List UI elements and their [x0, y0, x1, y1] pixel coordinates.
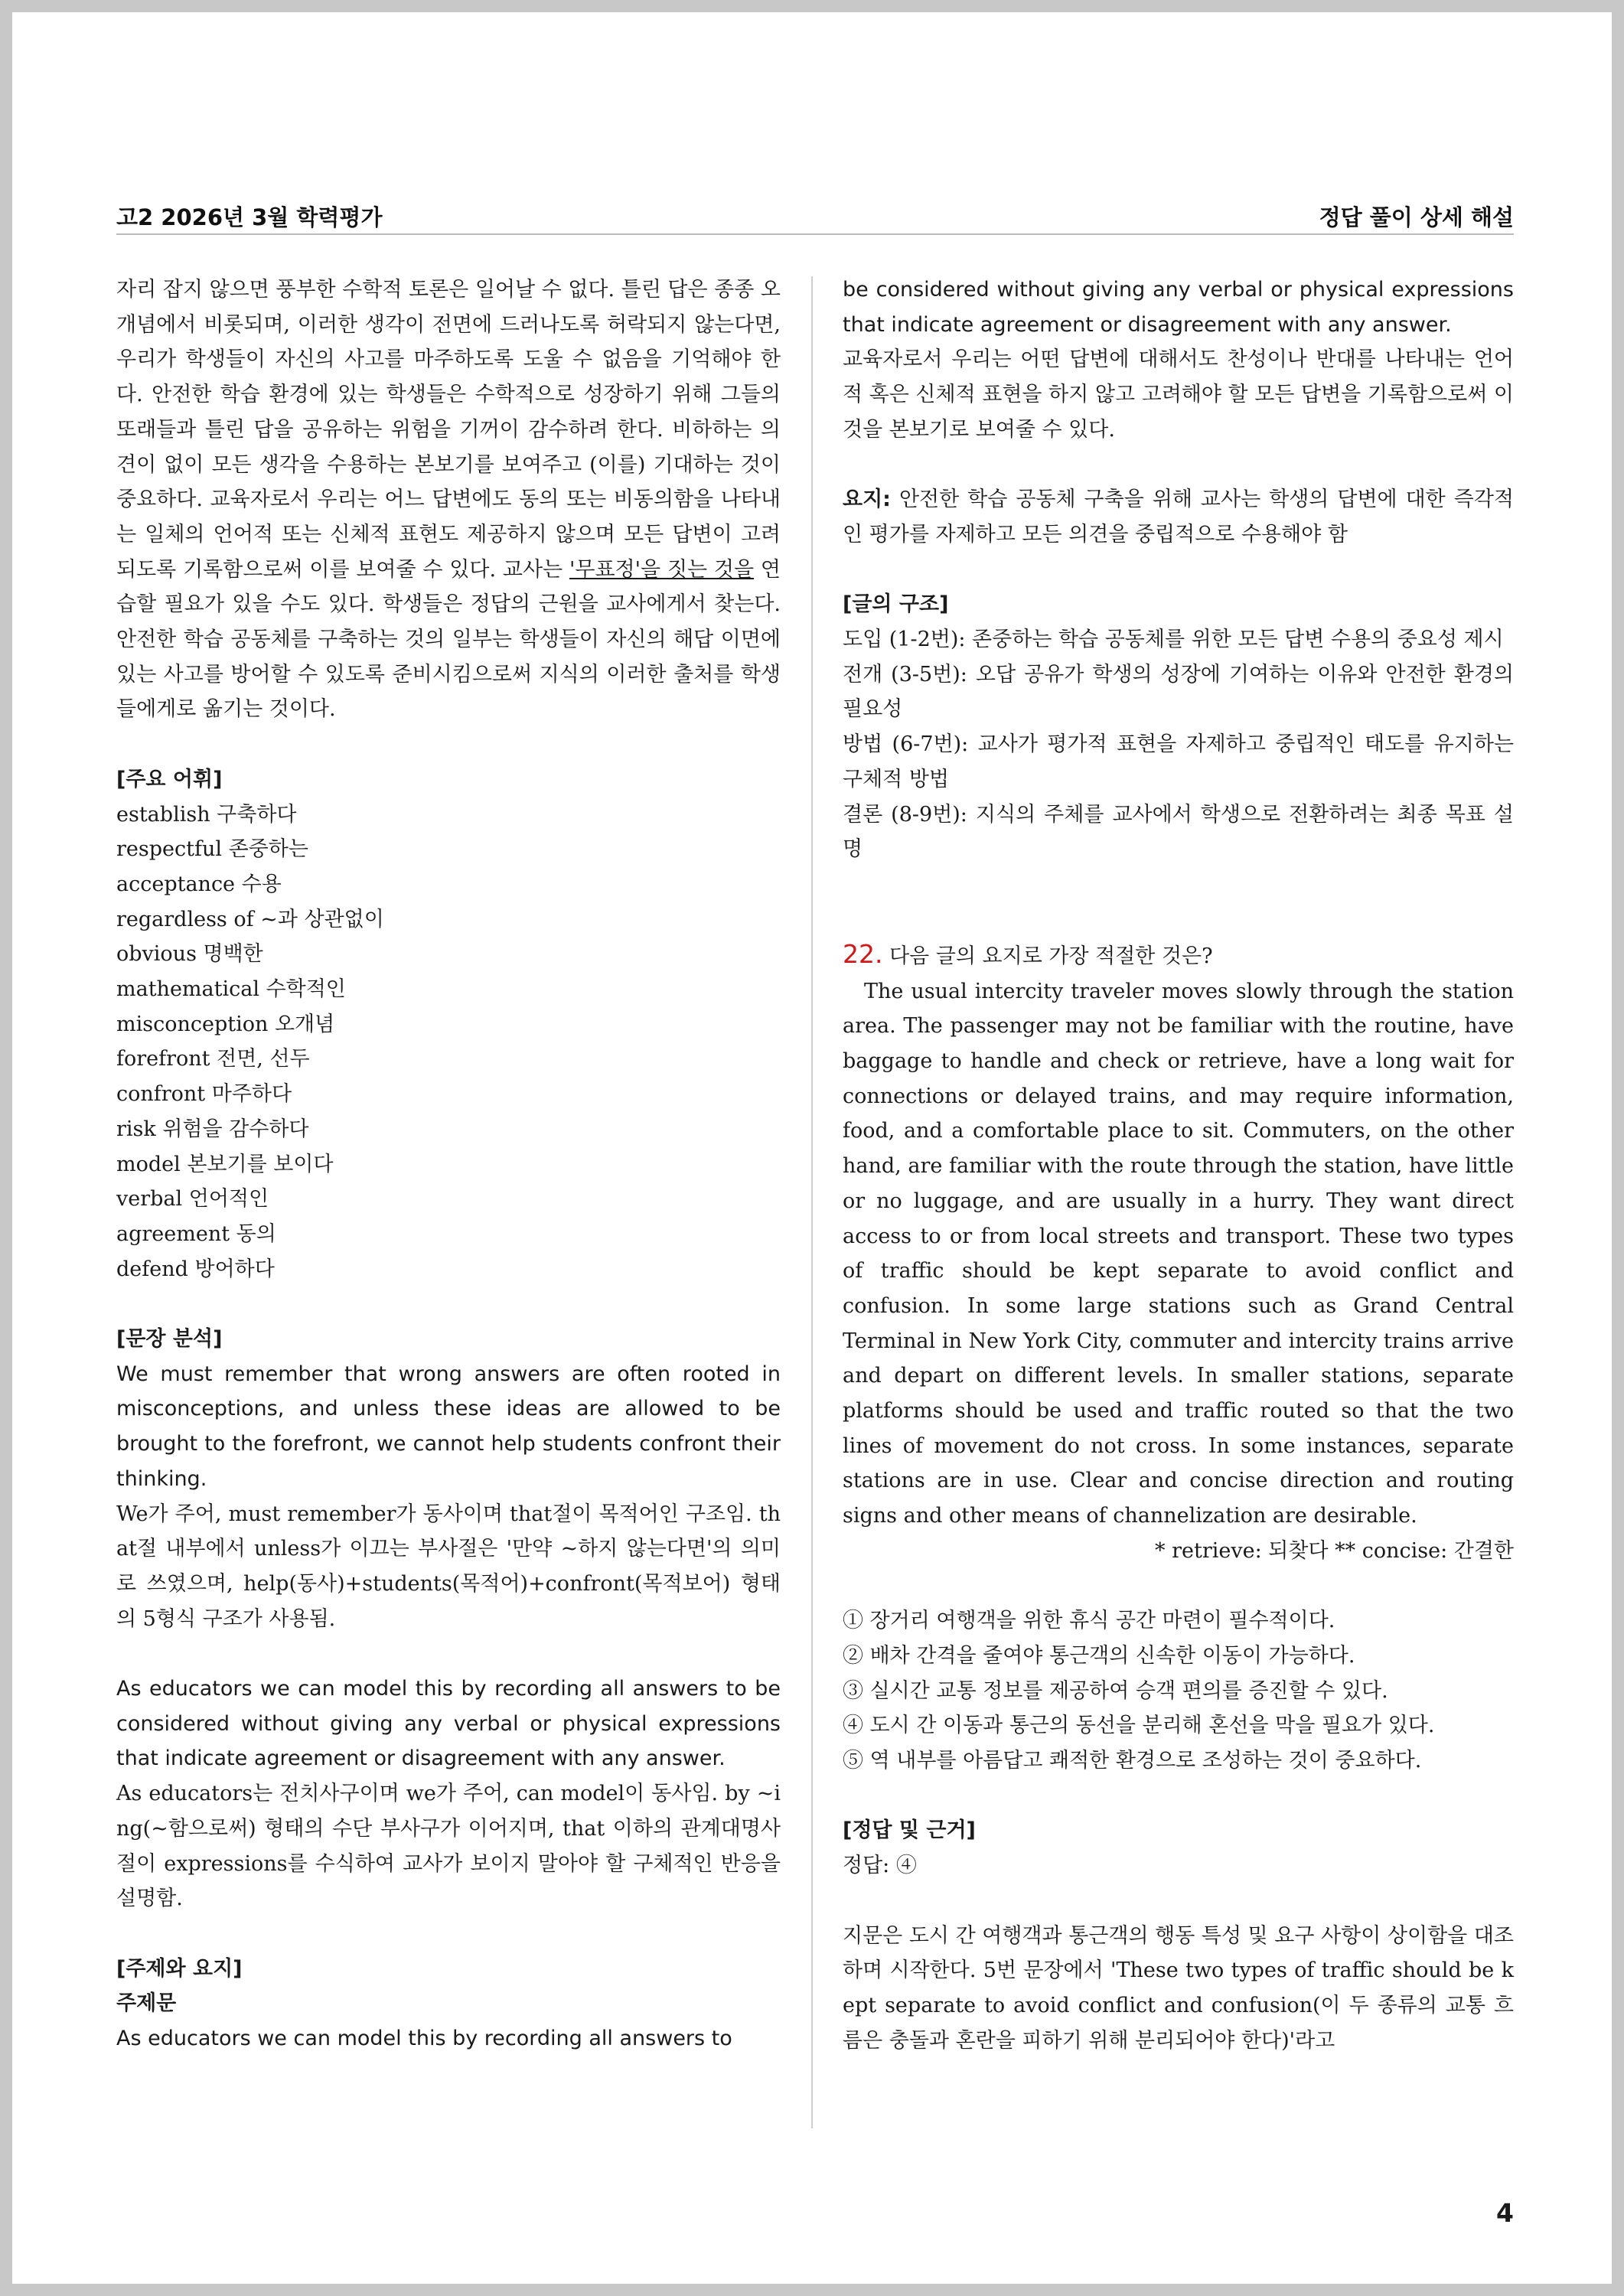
topic-sentence-continued: be considered without giving any verbal or physical expressions that indicate agreement or disagreement with any answer.: [843, 278, 1514, 337]
theme-heading: [주제와 요지]: [116, 1956, 243, 1981]
vocab-item: defend 방어하다: [116, 1257, 275, 1281]
structure-heading: [글의 구조]: [843, 592, 949, 617]
right-column: [843, 272, 1514, 2058]
analysis-explanation-1: We가 주어, must remember가 동사이며 that절이 목적어인 구조임. that절 내부에서 unless가 이끄는 부사절은 '만약 ~하지 않는다면'의 의미로 쓰였으며, help(동사)+students(목적어)+confront(목적보어) 형태의 5형식 구조가 사용됨.: [116, 1502, 781, 1631]
header-exam-title: 고2 2026년 3월 학력평가: [116, 204, 383, 230]
vocab-item: confront 마주하다: [116, 1082, 292, 1107]
question-line: [843, 937, 1514, 974]
gist: [843, 482, 1514, 552]
structure-item: 전개 (3-5번): 오답 공유가 학생의 성장에 기여하는 이유와 안전한 환경의 필요성: [843, 662, 1514, 722]
vocab-item: verbal 언어적인: [116, 1187, 269, 1212]
vocab-item: regardless of ~과 상관없이: [116, 907, 384, 931]
vocab-item: acceptance 수용: [116, 872, 282, 896]
vocab-item: misconception 오개념: [116, 1012, 335, 1036]
translation-paragraph: [116, 272, 781, 727]
vocab-footnotes: * retrieve: 되찾다 ** concise: 간결한: [1155, 1538, 1514, 1563]
answer-option: ② 배차 간격을 줄여야 통근객의 신속한 이동이 가능하다.: [843, 1643, 1355, 1668]
vocab-item: risk 위험을 감수하다: [116, 1117, 309, 1141]
structure-item: 결론 (8-9번): 지식의 주체를 교사에서 학생으로 전환하려는 최종 목표 설명: [843, 802, 1514, 862]
topic-sentence-start: As educators we can model this by recording all answers to: [116, 2027, 732, 2051]
header-section-title: 정답 풀이 상세 해설: [1319, 204, 1514, 230]
answer-option: ① 장거리 여행객을 위한 휴식 공간 마련이 필수적이다.: [843, 1609, 1335, 1633]
gist-text: 안전한 학습 공동체 구축을 위해 교사는 학생의 답변에 대한 즉각적인 평가를 자제하고 모든 의견을 중립적으로 수용해야 함: [843, 488, 1514, 546]
vocab-item: model 본보기를 보이다: [116, 1152, 334, 1176]
left-column: [116, 272, 781, 2056]
analysis-sentence-2: As educators we can model this by recording all answers to be considered without giving any verbal or physical expressions that indicate agreement or disagreement with any answer.: [116, 1677, 781, 1771]
column-divider: [811, 276, 813, 2128]
answer-heading: [정답 및 근거]: [843, 1818, 976, 1843]
answer-options: [843, 1603, 1514, 1779]
analysis-sentence-1: We must remember that wrong answers are often rooted in misconceptions, and unless these ideas are allowed to be brought to the forefront, we cannot help students confront their thinking.: [116, 1362, 781, 1491]
header-divider: [116, 233, 1514, 235]
answer-option: ⑤ 역 내부를 아름답고 쾌적한 환경으로 조성하는 것이 중요하다.: [843, 1749, 1422, 1773]
vocab-heading: [주요 어휘]: [116, 767, 223, 791]
topic-sentence-translation: 교육자로서 우리는 어떤 답변에 대해서도 찬성이나 반대를 나타내는 언어적 혹은 신체적 표현을 하지 않고 고려해야 할 모든 답변을 기록함으로써 이것을 본보기로 보여줄 수 있다.: [843, 347, 1514, 442]
vocab-item: establish 구축하다: [116, 802, 297, 827]
structure-item: 방법 (6-7번): 교사가 평가적 표현을 자제하고 중립적인 태도를 유지하는 구체적 방법: [843, 732, 1514, 791]
question-passage: The usual intercity traveler moves slowly through the station area. The passenger may not be familiar with the routine, have baggage to handle and check or retrieve, have a long wait for connections or delayed trains, and may require information, food, and a comfortable place to sit. Commuters, on the other hand, are familiar with the route through the station, have little or no luggage, and are usually in a hurry. They want direct access to or from local streets and transport. These two types of traffic should be kept separate to avoid conflict and confusion. In some large stations such as Grand Central Terminal in New York City, commuter and intercity trains arrive and depart on different levels. In smaller stations, separate platforms should be used and traffic routed so that the two lines of movement do not cross. In some instances, separate stations are in use. Clear and concise direction and routing signs and other means of channelization are desirable.: [843, 979, 1514, 1528]
vocab-item: obvious 명백한: [116, 942, 263, 967]
answer-option: ③ 실시간 교통 정보를 제공하여 승객 편의를 증진할 수 있다.: [843, 1678, 1388, 1703]
translation-text-1: 자리 잡지 않으면 풍부한 수학적 토론은 일어날 수 없다. 틀린 답은 종종 오개념에서 비롯되며, 이러한 생각이 전면에 드러나도록 허락되지 않는다면, 우리가 학생들이 자신의 사고를 마주하도록 도울 수 없음을 기억해야 한다. 안전한 학습 환경에 있는 학생들은 수학적으로 성장하기 위해 그들의 또래들과 틀린 답을 공유하는 위험을 기꺼이 감수하려 한다. 비하하는 의견이 없이 모든 생각을 수용하는 본보기를 보여주고 (이를) 기대하는 것이 중요하다. 교육자로서 우리는 어느 답변에도 동의 또는 비동의함을 나타내는 일체의 언어적 또는 신체적 표현도 제공하지 않으며 모든 답변이 고려되도록 기록함으로써 이를 보여줄 수 있다. 교사는: [116, 278, 781, 582]
vocab-item: mathematical 수학적인: [116, 977, 346, 1002]
translation-text-2: 연습할 필요가 있을 수도 있다. 학생들은 정답의 근원을 교사에게서 찾는다. 안전한 학습 공동체를 구축하는 것의 일부는 학생들이 자신의 해답 이면에 있는 사고를 방어할 수 있도록 준비시킴으로써 지식의 이러한 출처를 학생들에게로 옮기는 것이다.: [116, 557, 781, 722]
answer-explanation: 지문은 도시 간 여행객과 통근객의 행동 특성 및 요구 사항이 상이함을 대조하며 시작한다. 5번 문장에서 'These two types of traffic should be kept separate to avoid conflict and confusion(이 두 종류의 교통 흐름은 충돌과 혼란을 피하기 위해 분리되어야 한다)'라고: [843, 1923, 1514, 2053]
question-text: 다음 글의 요지로 가장 적절한 것은?: [882, 944, 1213, 968]
vocab-item: agreement 동의: [116, 1221, 276, 1246]
vocab-item: respectful 존중하는: [116, 837, 308, 862]
document-page: [12, 12, 1612, 2284]
analysis-explanation-2: As educators는 전치사구이며 we가 주어, can model이 동사임. by ~ing(~함으로써) 형태의 수단 부사구가 이어지며, that 이하의 관계대명사절이 expressions를 수식하여 교사가 보이지 말아야 할 구체적인 반응을 설명함.: [116, 1782, 781, 1911]
question-number: 22.: [843, 938, 883, 969]
answer-option: ④ 도시 간 이동과 통근의 동선을 분리해 혼선을 막을 필요가 있다.: [843, 1714, 1435, 1738]
structure-item: 도입 (1-2번): 존중하는 학습 공동체를 위한 모든 답변 수용의 중요성 제시: [843, 628, 1504, 651]
answer-value: 정답: ④: [843, 1854, 917, 1878]
page-number: 4: [1496, 2198, 1514, 2228]
vocab-item: forefront 전면, 선두: [116, 1047, 310, 1071]
analysis-heading: [문장 분석]: [116, 1327, 223, 1352]
vocab-list: [116, 797, 781, 1287]
gist-label: 요지:: [843, 488, 891, 512]
underlined-phrase: '무표정'을 짓는 것을: [569, 557, 755, 582]
topic-sentence-label: 주제문: [116, 1991, 177, 2016]
